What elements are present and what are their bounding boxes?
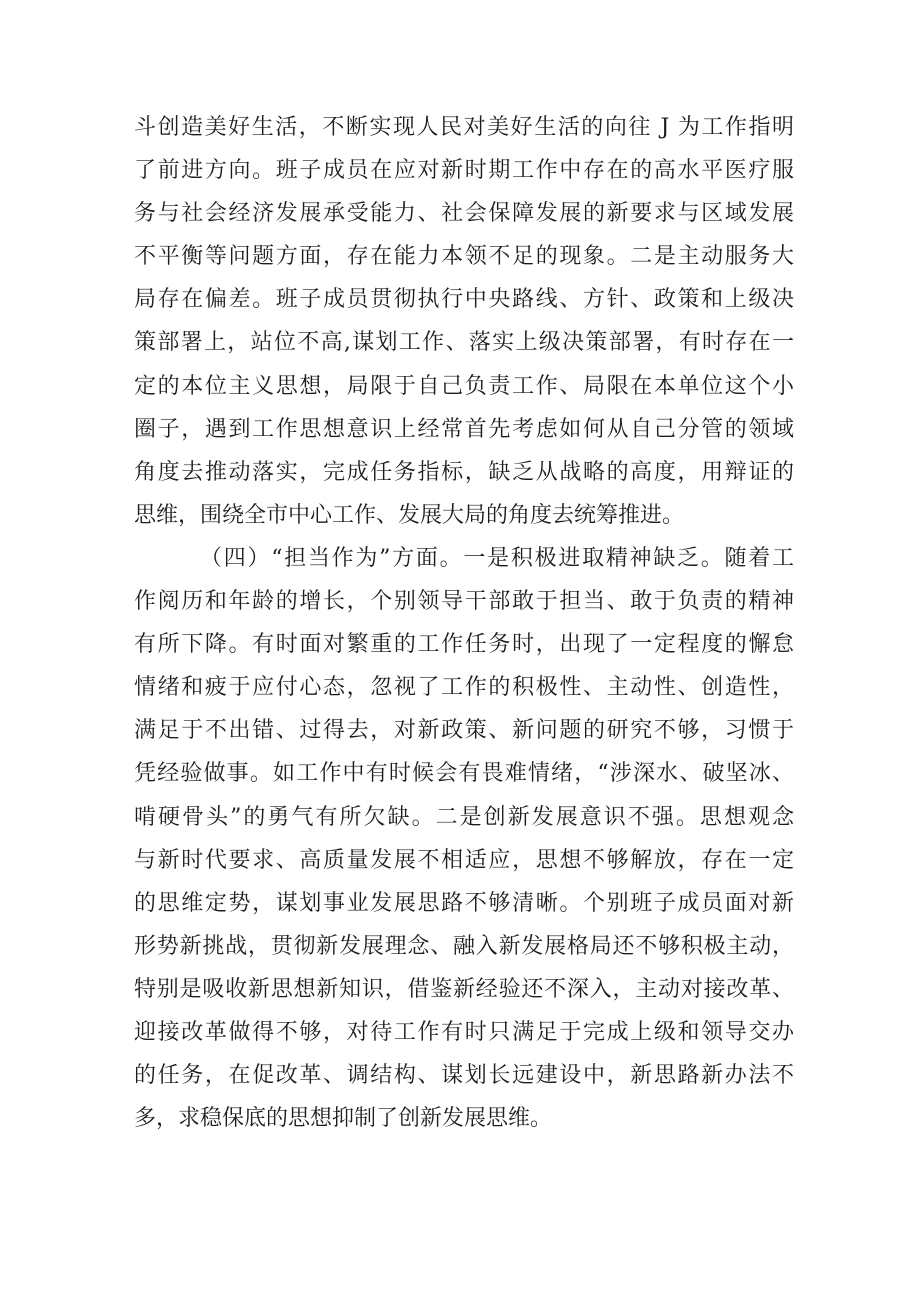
text-line: 斗创造美好生活，不断实现人民对美好生活的向往 J 为工作指明 <box>134 115 794 140</box>
text-line: 局存在偏差。班子成员贯彻执行中央路线、方针、政策和上级决 <box>134 287 794 313</box>
text-line: 特别是吸收新思想新知识，借鉴新经验还不深入，主动对接改革、 <box>134 976 794 1002</box>
text-line: 圈子，遇到工作思想意识上经常首先考虑如何从自己分管的领域 <box>134 416 794 442</box>
text-line: 了前进方向。班子成员在应对新时期工作中存在的高水平医疗服 <box>134 158 794 184</box>
text-line: 满足于不出错、过得去，对新政策、新问题的研究不够，习惯于 <box>134 718 794 744</box>
text-line: 角度去推动落实，完成任务指标，缺乏从战略的高度，用辩证的 <box>134 459 794 485</box>
text-line: 有所下降。有时面对繁重的工作任务时，出现了一定程度的懈怠 <box>134 632 794 658</box>
text-line: 与新时代要求、高质量发展不相适应，思想不够解放，存在一定 <box>134 847 794 873</box>
text-line: 务与社会经济发展承受能力、社会保障发展的新要求与区域发展 <box>134 201 794 227</box>
text-line: 凭经验做事。如工作中有时候会有畏难情绪，“涉深水、破坚冰、 <box>134 761 794 787</box>
body-text <box>134 106 794 1140</box>
text-line: 的任务，在促改革、调结构、谋划长远建设中，新思路新办法不 <box>134 1063 794 1089</box>
text-line: 形势新挑战，贯彻新发展理念、融入新发展格局还不够积极主动， <box>134 933 794 959</box>
paragraph-end-line: 多，求稳保底的思想抑制了创新发展思维。 <box>134 1106 553 1132</box>
paragraph-end-line: 思维，围绕全市中心工作、发展大局的角度去统筹推进。 <box>134 502 685 528</box>
text-line: 情绪和疲于应付心态，忽视了工作的积极性、主动性、创造性， <box>134 675 794 701</box>
text-line: 作阅历和年龄的增长，个别领导干部敢于担当、敢于负责的精神 <box>134 589 794 615</box>
text-line: 不平衡等问题方面，存在能力本领不足的现象。二是主动服务大 <box>134 244 794 270</box>
text-line: 啃硬骨头”的勇气有所欠缺。二是创新发展意识不强。思想观念 <box>134 804 794 830</box>
text-line: 迎接改革做得不够，对待工作有时只满足于完成上级和领导交办 <box>134 1019 794 1045</box>
section-heading-line: （四）“担当作为”方面。一是积极进取精神缺乏。随着工 <box>200 545 794 571</box>
text-line: 策部署上，站位不高,谋划工作、落实上级决策部署，有时存在一 <box>134 330 794 356</box>
text-line: 定的本位主义思想，局限于自己负责工作、局限在本单位这个小 <box>134 373 794 399</box>
text-line: 的思维定势，谋划事业发展思路不够清晰。个别班子成员面对新 <box>134 890 794 916</box>
